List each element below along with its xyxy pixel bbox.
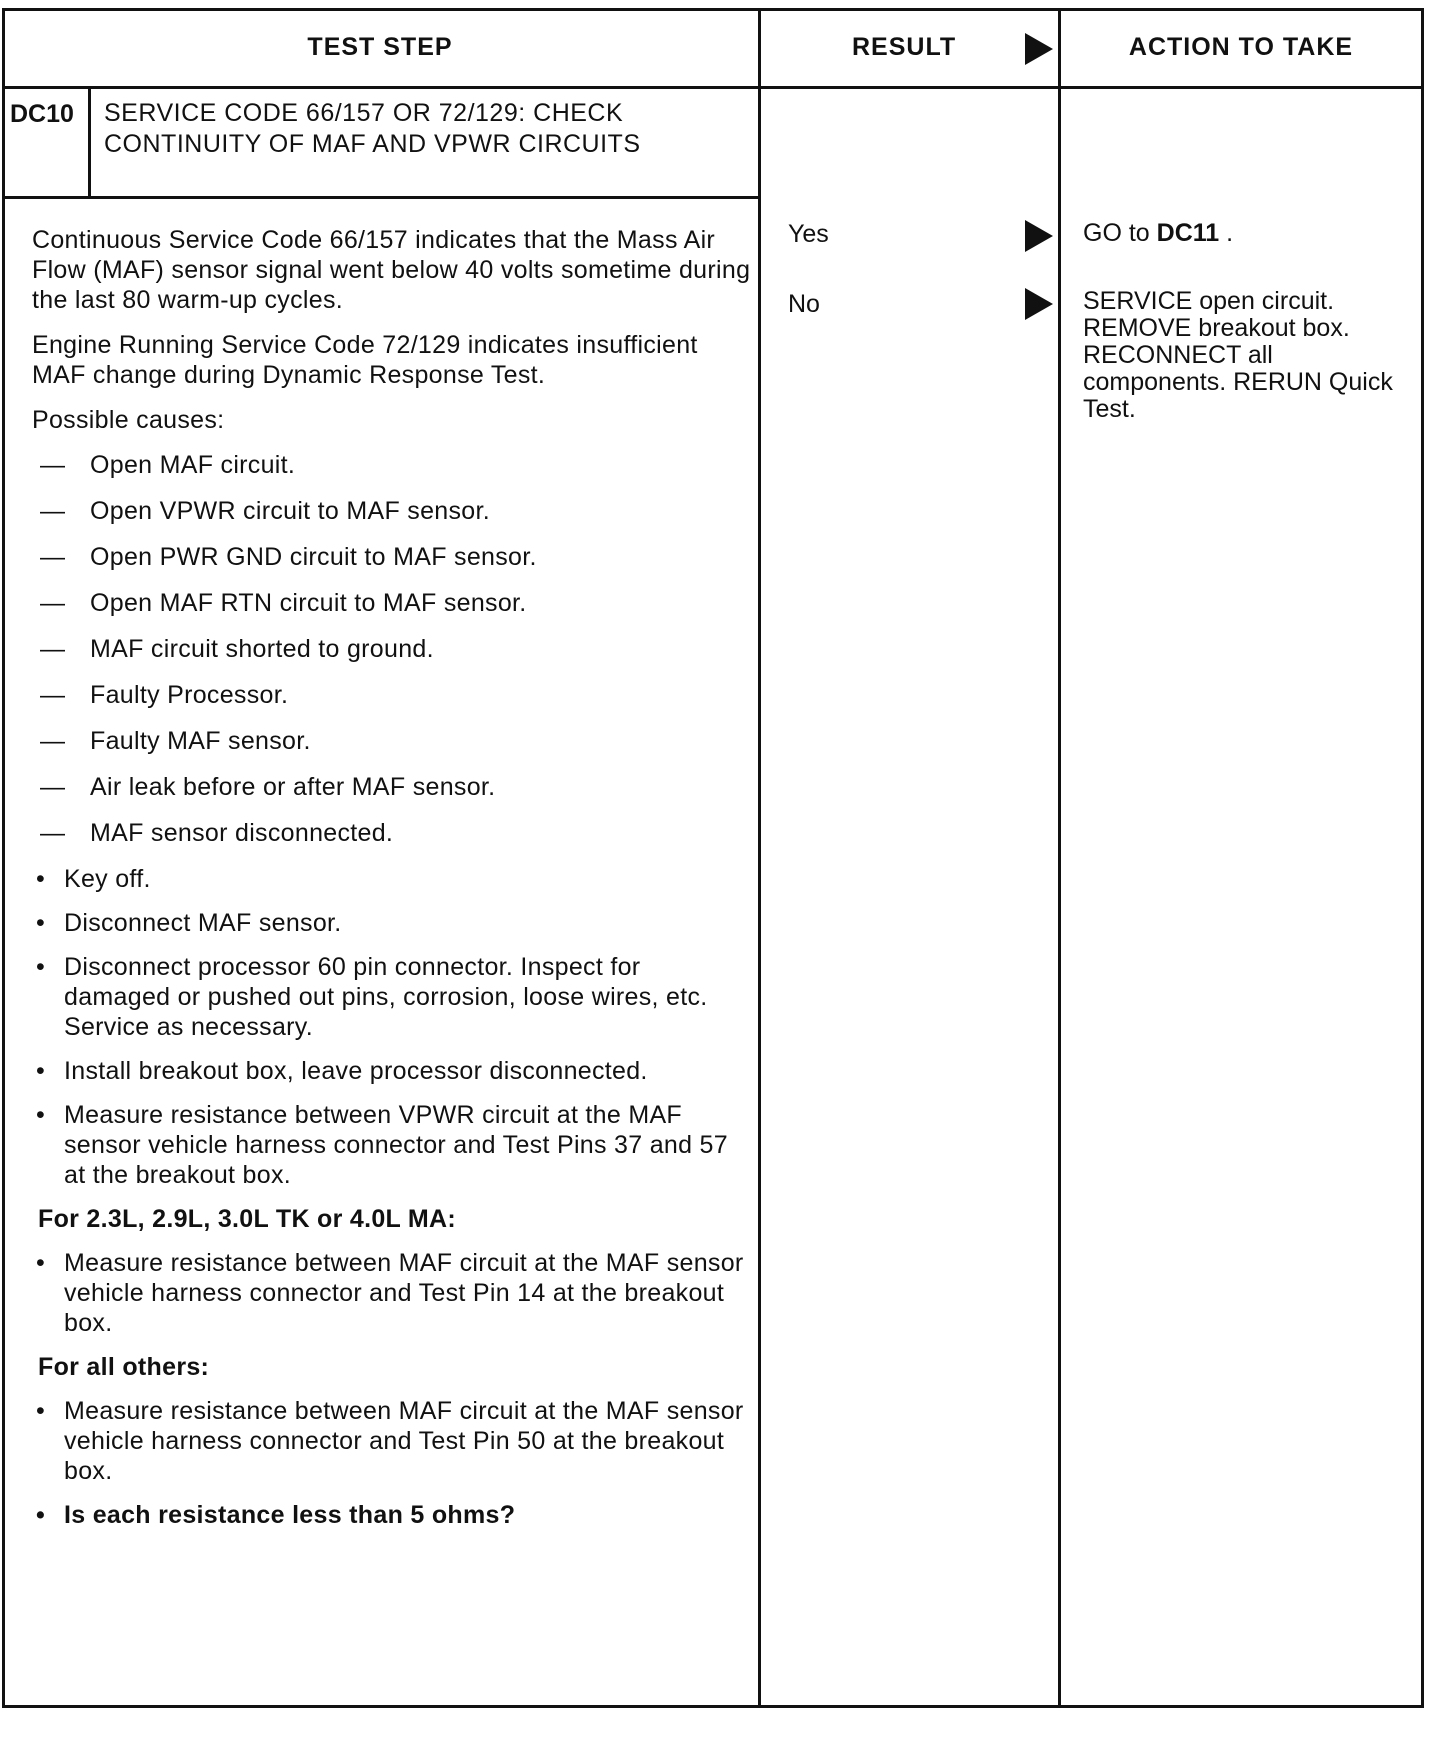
- action-no: SERVICE open circuit. REMOVE breakout box. RECONNECT all components. RERUN Quick Test.: [1083, 287, 1393, 423]
- cause-item: — MAF circuit shorted to ground.: [40, 635, 434, 663]
- test-step-body: [32, 225, 752, 1544]
- action-yes: GO to DC11 .: [1083, 219, 1234, 247]
- dash-icon: —: [40, 497, 66, 525]
- cause-item: — Open MAF circuit.: [40, 451, 296, 479]
- procedure-step: • Disconnect processor 60 pin connector. Inspect for damaged or pushed out pins, corrosion, loose wires, etc. Service as necessary.: [36, 953, 708, 1041]
- column-divider-1-lower: [758, 88, 761, 1708]
- bullet-icon: •: [36, 1101, 46, 1129]
- step-title: SERVICE CODE 66/157 OR 72/129: CHECK CONTINUITY OF MAF AND VPWR CIRCUITS: [104, 99, 641, 158]
- result-no: No: [788, 290, 820, 318]
- intro-paragraph-2: Engine Running Service Code 72/129 indicates insufficient MAF change during Dynamic Response Test.: [32, 331, 698, 389]
- result-yes-arrow-icon: [1025, 220, 1053, 252]
- procedure-step: • Key off.: [36, 865, 151, 893]
- bullet-icon: •: [36, 1057, 46, 1085]
- intro-paragraph-1: Continuous Service Code 66/157 indicates that the Mass Air Flow (MAF) sensor signal went below 40 volts sometime during the last 80 warm-up cycles.: [32, 226, 751, 314]
- resistance-question: • Is each resistance less than 5 ohms?: [36, 1501, 516, 1529]
- step-code: DC10: [10, 100, 74, 128]
- dash-icon: —: [40, 543, 66, 571]
- procedure-step: • Measure resistance between MAF circuit at the MAF sensor vehicle harness connector and Test Pin 14 at the breakout box.: [36, 1249, 744, 1337]
- procedure-step: • Disconnect MAF sensor.: [36, 909, 342, 937]
- bullet-icon: •: [36, 1249, 46, 1277]
- result-no-arrow-icon: [1025, 288, 1053, 320]
- dash-icon: —: [40, 819, 66, 847]
- dash-icon: —: [40, 681, 66, 709]
- cause-item: — MAF sensor disconnected.: [40, 819, 394, 847]
- header-result: RESULT: [852, 33, 957, 61]
- dash-icon: —: [40, 727, 66, 755]
- next-step-code: DC11: [1156, 219, 1220, 247]
- procedure-step: • Measure resistance between VPWR circuit at the MAF sensor vehicle harness connector and Test Pins 37 and 57 at the breakout box.: [36, 1101, 728, 1189]
- bullet-icon: •: [36, 909, 46, 937]
- column-divider-2-lower: [1058, 88, 1061, 1708]
- engine-subheading: For 2.3L, 2.9L, 3.0L TK or 4.0L MA:: [38, 1205, 457, 1233]
- bullet-icon: •: [36, 1501, 46, 1529]
- header-arrow-icon: [1025, 33, 1053, 65]
- cause-item: — Faulty Processor.: [40, 681, 289, 709]
- dash-icon: —: [40, 635, 66, 663]
- procedure-step: • Measure resistance between MAF circuit at the MAF sensor vehicle harness connector and Test Pin 50 at the breakout box.: [36, 1397, 744, 1485]
- cause-item: — Air leak before or after MAF sensor.: [40, 773, 496, 801]
- cause-item: — Open PWR GND circuit to MAF sensor.: [40, 543, 537, 571]
- cause-item: — Open VPWR circuit to MAF sensor.: [40, 497, 490, 525]
- bullet-icon: •: [36, 953, 46, 981]
- bullet-icon: •: [36, 865, 46, 893]
- dash-icon: —: [40, 773, 66, 801]
- header-action: ACTION TO TAKE: [1128, 33, 1354, 61]
- code-cell-divider: [88, 88, 91, 198]
- procedure-step: • Install breakout box, leave processor disconnected.: [36, 1057, 648, 1085]
- bullet-icon: •: [36, 1397, 46, 1425]
- cause-item: — Open MAF RTN circuit to MAF sensor.: [40, 589, 527, 617]
- possible-causes-label: Possible causes:: [32, 406, 225, 434]
- others-subheading: For all others:: [38, 1353, 210, 1381]
- dash-icon: —: [40, 451, 66, 479]
- header-test-step: TEST STEP: [307, 33, 453, 61]
- step-title-rule: [2, 196, 760, 199]
- cause-item: — Faulty MAF sensor.: [40, 727, 311, 755]
- dash-icon: —: [40, 589, 66, 617]
- result-yes: Yes: [788, 220, 829, 248]
